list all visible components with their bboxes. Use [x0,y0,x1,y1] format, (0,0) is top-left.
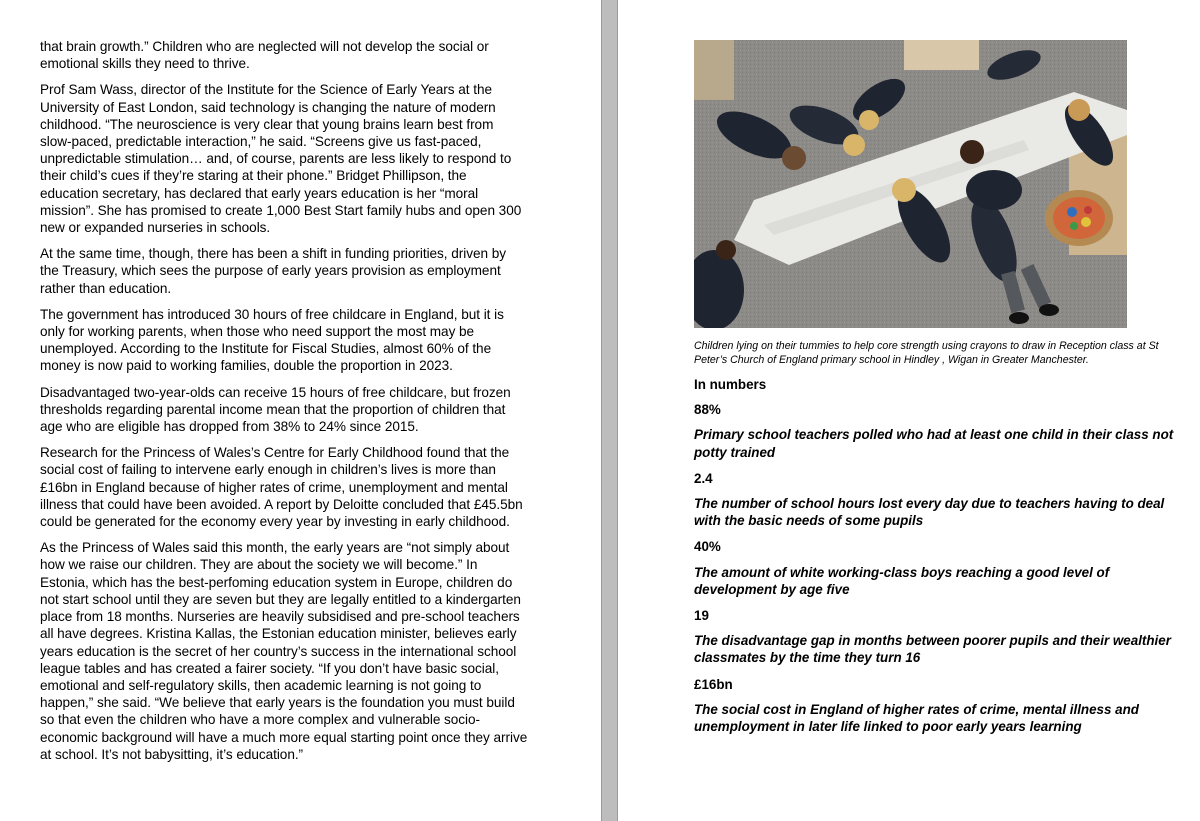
stat-description: The disadvantage gap in months between poorer pupils and their wealthier classmates by the time they turn 16 [694,633,1171,666]
article-paragraph: As the Princess of Wales said this month, the early years are “not simply about how we raise our children. They are about the society we will become.” In Estonia, which has the best-perfoming education system in Europe, children do not start school until they are seven but they are legally entitled to a kindergarten place from 18 months. Nurseries are heavily subsidised and pre-school teachers all have degrees. Kristina Kallas, the Estonian education minister, believes early years education is the secret of her country’s success in the international school league tables and has created a fairer society. “If you don’t have basic social, emotional and self-regulatory skills, then academic learning is not going to happen,” she said. “We believe that early years is the foundation you must build so that even the children who have a more complex and vulnerable socio-economic background will have a much more equal starting point once they arrive at school. It’s not babysitting, it’s education.” [40,540,528,762]
article-paragraph: At the same time, though, there has been a shift in funding priorities, driven by the Treasury, which sees the purpose of early years provision as employment rather than education. [40,246,506,296]
stat-figure: 2.4 [694,470,713,486]
classroom-photo [694,40,1127,328]
article-body [40,38,528,772]
stat-figure: £16bn [694,676,733,692]
in-numbers-heading: In numbers [694,377,767,392]
page-gutter [601,0,618,821]
stat-description: Primary school teachers polled who had at least one child in their class not potty trained [694,427,1174,460]
in-numbers-box [694,376,1190,744]
article-paragraph: that brain growth.” Children who are neglected will not develop the social or emotional skills they need to thrive. [40,39,489,72]
article-paragraph: The government has introduced 30 hours of free childcare in England, but it is only for working parents, when those who need support the most may be unemployed. According to the Institute for Fiscal Studies, almost 60% of the money is now paid to working families, double the proportion in 2023. [40,306,504,374]
article-paragraph: Disadvantaged two-year-olds can receive 15 hours of free childcare, but frozen thresholds regarding parental income mean that the proportion of children that age who are eligible has dropped from 38% to 24% since 2015. [40,384,511,435]
article-paragraph: Research for the Princess of Wales’s Centre for Early Childhood found that the social cost of failing to intervene early enough in children’s lives is more than £16bn in England because of higher rates of crime, unemployment and mental illness that could have been avoided. A report by Deloitte concluded that £45.5bn could be generated for the economy every year by investing in early childhood. [40,445,523,530]
photo-caption: Children lying on their tummies to help core strength using crayons to draw in Reception class at St Peter’s Church of England primary school in Hindley , Wigan in Greater Manchester. [694,340,1159,367]
stat-figure: 19 [694,608,709,624]
stat-description: The social cost in England of higher rates of crime, mental illness and unemployment in later life linked to poor early years learning [694,701,1139,735]
article-paragraph: Prof Sam Wass, director of the Institute for the Science of Early Years at the University of East London, said technology is changing the nature of modern childhood. “The neuroscience is very clear that young brains learn best from slow-paced, predictable interaction,” he said. “Screens give us fast-paced, unpredictable stimulation… and, of course, parents are less likely to respond to their child’s cues if they’re staring at their phone.” Bridget Phillipson, the education secretary, has declared that early years education is her “moral mission”. She has promised to create 1,000 Best Start family hubs and open 300 new or expanded nurseries in schools. [40,82,522,236]
stat-description: The number of school hours lost every day due to teachers having to deal with the basic needs of some pupils [694,496,1165,529]
right-page [618,0,1200,821]
stat-figure: 88% [694,402,721,418]
stat-figure: 40% [694,539,721,555]
stat-description: The amount of white working-class boys reaching a good level of development by age five [694,564,1110,597]
